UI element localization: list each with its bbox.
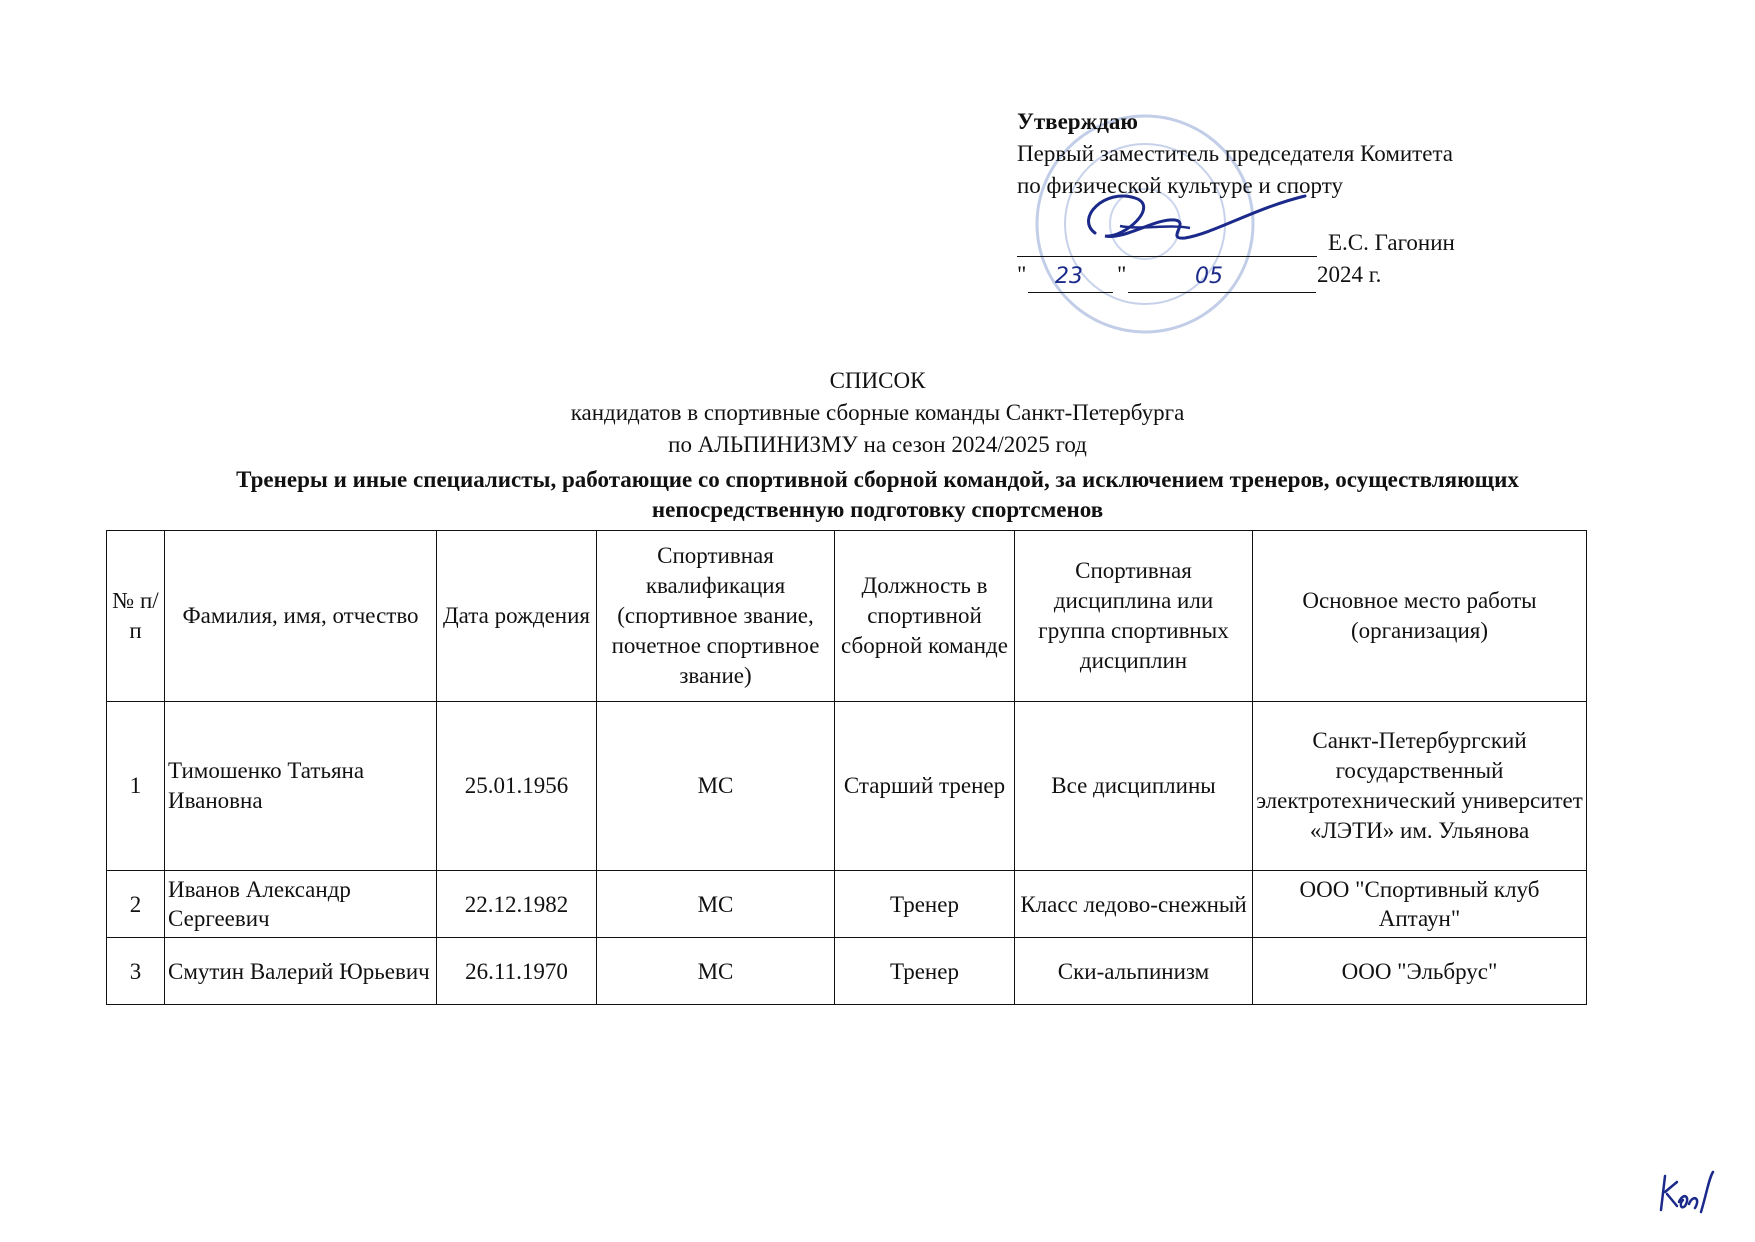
cell-discipline: Ски-альпинизм — [1015, 938, 1253, 1005]
cell-workplace: ООО "Эльбрус" — [1253, 938, 1587, 1005]
header-workplace: Основное место работы (организация) — [1253, 531, 1587, 702]
date-open-quote: " — [1017, 262, 1027, 287]
cell-discipline: Класс ледово-снежный — [1015, 871, 1253, 938]
header-qualification: Спортивная квалификация (спортивное звание, почетное спортивное звание) — [597, 531, 835, 702]
cell-qualification: МС — [597, 702, 835, 871]
initials-icon — [1655, 1162, 1715, 1217]
doc-subtitle-text: Тренеры и иные специалисты, работающие со спортивной сборной командой, за исключением тренеров, осуществляющих непосредственную подготовку спортсменов — [236, 467, 1519, 522]
cell-qualification: МС — [597, 938, 835, 1005]
date-month: 05 — [1195, 264, 1223, 289]
date-day: 23 — [1055, 264, 1083, 289]
approval-position-line2: по физической культуре и спорту — [1017, 173, 1343, 198]
header-name: Фамилия, имя, отчество — [165, 531, 437, 702]
cell-name: Тимошенко Татьяна Ивановна — [165, 702, 437, 871]
signer-name: Е.С. Гагонин — [1328, 230, 1455, 255]
cell-number: 2 — [107, 871, 165, 938]
cell-position: Тренер — [835, 938, 1015, 1005]
candidates-table — [106, 530, 1587, 1005]
cell-name: Иванов Александр Сергеевич — [165, 871, 437, 938]
table-row — [107, 871, 1587, 938]
cell-birthdate: 25.01.1956 — [437, 702, 597, 871]
cell-birthdate: 26.11.1970 — [437, 938, 597, 1005]
cell-workplace: ООО "Спортивный клуб Аптаун" — [1253, 871, 1587, 938]
cell-position: Старший тренер — [835, 702, 1015, 871]
doc-subtitle — [0, 465, 1755, 525]
header-position: Должность в спортивной сборной команде — [835, 531, 1015, 702]
cell-qualification: МС — [597, 871, 835, 938]
approval-position-line1: Первый заместитель председателя Комитета — [1017, 141, 1453, 166]
doc-title-line3: по АЛЬПИНИЗМУ на сезон 2024/2025 год — [668, 432, 1087, 457]
approval-heading: Утверждаю — [1017, 109, 1138, 134]
cell-discipline: Все дисциплины — [1015, 702, 1253, 871]
header-number: № п/п — [107, 531, 165, 702]
cell-workplace: Санкт-Петербургский государственный электротехнический университет «ЛЭТИ» им. Ульянова — [1253, 702, 1587, 871]
date-year: 2024 г. — [1317, 262, 1382, 287]
signature-icon — [1065, 178, 1315, 268]
header-birthdate: Дата рождения — [437, 531, 597, 702]
cell-position: Тренер — [835, 871, 1015, 938]
doc-title-line2: кандидатов в спортивные сборные команды Санкт-Петербурга — [570, 400, 1185, 425]
cell-number: 1 — [107, 702, 165, 871]
table-row — [107, 702, 1587, 871]
cell-birthdate: 22.12.1982 — [437, 871, 597, 938]
date-close-quote: " — [1117, 262, 1127, 287]
table-header-row — [107, 531, 1587, 702]
day-line — [1028, 292, 1113, 293]
header-discipline: Спортивная дисциплина или группа спортивных дисциплин — [1015, 531, 1253, 702]
cell-number: 3 — [107, 938, 165, 1005]
cell-name: Смутин Валерий Юрьевич — [165, 938, 437, 1005]
doc-title: СПИСОК — [829, 368, 926, 393]
month-line — [1128, 292, 1316, 293]
table-row — [107, 938, 1587, 1005]
